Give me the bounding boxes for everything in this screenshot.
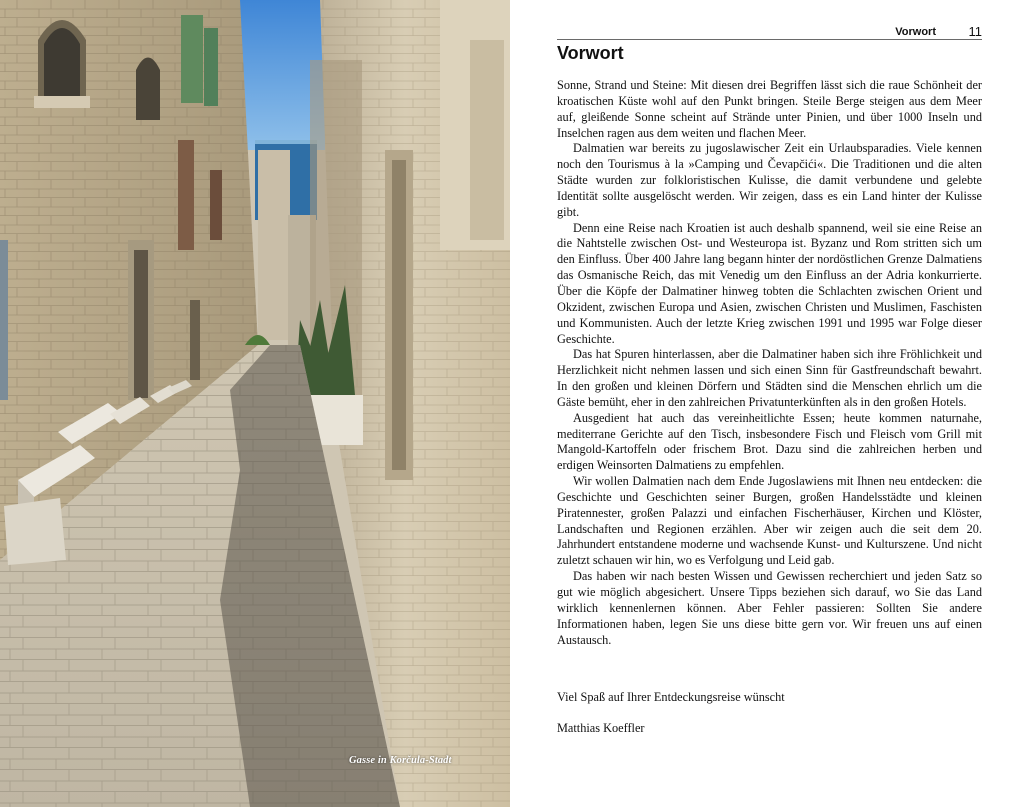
page-number: 11 bbox=[968, 24, 982, 39]
paragraph: Das hat Spuren hinterlassen, aber die Dalmatiner haben sich ihre Fröhlichkeit und Herzlichkeit nicht nehmen lassen und sich einen Sinn für Gastfreundschaft bewahrt. In den großen und kleinen Dörfern und Städten sind die Menschen ehrlich um die Gäste bemüht, eher in den zahlreichen Privatunterkünften als in den großen Hotels. bbox=[557, 347, 982, 409]
paragraph: Wir wollen Dalmatien nach dem Ende Jugoslawiens mit Ihnen neu entdecken: die Geschichte und Geschichten seiner Burgen, großen Handelsstädte und kleinen Piratennester, großen Palazzi und einfachen Fischerhäuser, Kirchen und Klöster, Landschaften und Regionen erzählen. Aber wir zeigen auch die seit dem 20. Jahrhundert entstandene moderne und wachsende Kunst- und Kulturszene. Und nicht zuletzt schauen wir hin, wo es Verfolgung und Leid gab. bbox=[557, 474, 982, 568]
header-rule bbox=[557, 39, 982, 40]
paragraph: Dalmatien war bereits zu jugoslawischer Zeit ein Urlaubsparadies. Viele kennen noch den Tourismus à la »Camping und Čevapčići«. Die Traditionen und die alten Städte wurden zur folkloristischen Kulisse, die damit verbundene und gelebte Identität sollte ausgelöscht werden. Wir zeigen, dass es ein Land hinter der Kulisse gibt. bbox=[557, 141, 982, 219]
page-title: Vorwort bbox=[557, 43, 624, 63]
paragraph: Ausgedient hat auch das vereinheitlichte Essen; heute kommen naturnahe, mediterrane Gerichte auf den Tisch, insbesondere Fisch und Fleisch vom Grill mit Mangold-Kartoffeln oder frischem Brot. Dazu sind die zahlreichen herben und erdigen Weinsorten Dalmatiens zu empfehlen. bbox=[557, 410, 982, 473]
author-signature: Matthias Koeffler bbox=[557, 721, 645, 735]
paragraph: Das haben wir nach besten Wissen und Gewissen recherchiert und jeden Satz so gut wie möglich abgesichert. Unsere Tipps beziehen sich darauf, wo Sie das Land wirklich kennenlernen können. Aber Fehler passieren: Sollten Sie andere Informationen haben, legen Sie uns diese bitte gern vor. Wir freuen uns auf einen Austausch. bbox=[557, 569, 982, 647]
paragraph: Sonne, Strand und Steine: Mit diesen drei Begriffen lässt sich die raue Schönheit der kroatischen Küste wohl auf den Punkt bringen. Steile Berge steigen aus dem Meer auf, gleißende Sonne scheint auf Strände unter Pinien, und über 1000 Inseln und Inselchen ragen aus dem weiten und flachen Meer. bbox=[557, 78, 982, 140]
body-text bbox=[557, 78, 982, 648]
running-head: Vorwort bbox=[895, 26, 936, 38]
photo-caption: Gasse in Korčula-Stadt bbox=[349, 755, 452, 766]
paragraph: Denn eine Reise nach Kroatien ist auch deshalb spannend, weil sie eine Reise an die Nahtstelle zwischen Ost- und Westeuropa ist. Byzanz und Rom stritten sich um den Einfluss. Über 400 Jahre lang begann hinter der nordöstlichen Grenze Dalmatiens das Osmanische Reich, das mit Venedig um den Einfluss an der Adria konkurrierte. Über die Köpfe der Dalmatiner hinweg tobten die Schlachten zwischen Orient und Okzident, zwischen Europa und Asien, zwischen Christen und Muslimen, Faschisten und Kommunisten. Auch der letzte Krieg zwischen 1991 und 1995 war Folge dieser Geschichte. bbox=[557, 220, 982, 346]
closing-line: Viel Spaß auf Ihrer Entdeckungsreise wünscht bbox=[557, 690, 785, 704]
